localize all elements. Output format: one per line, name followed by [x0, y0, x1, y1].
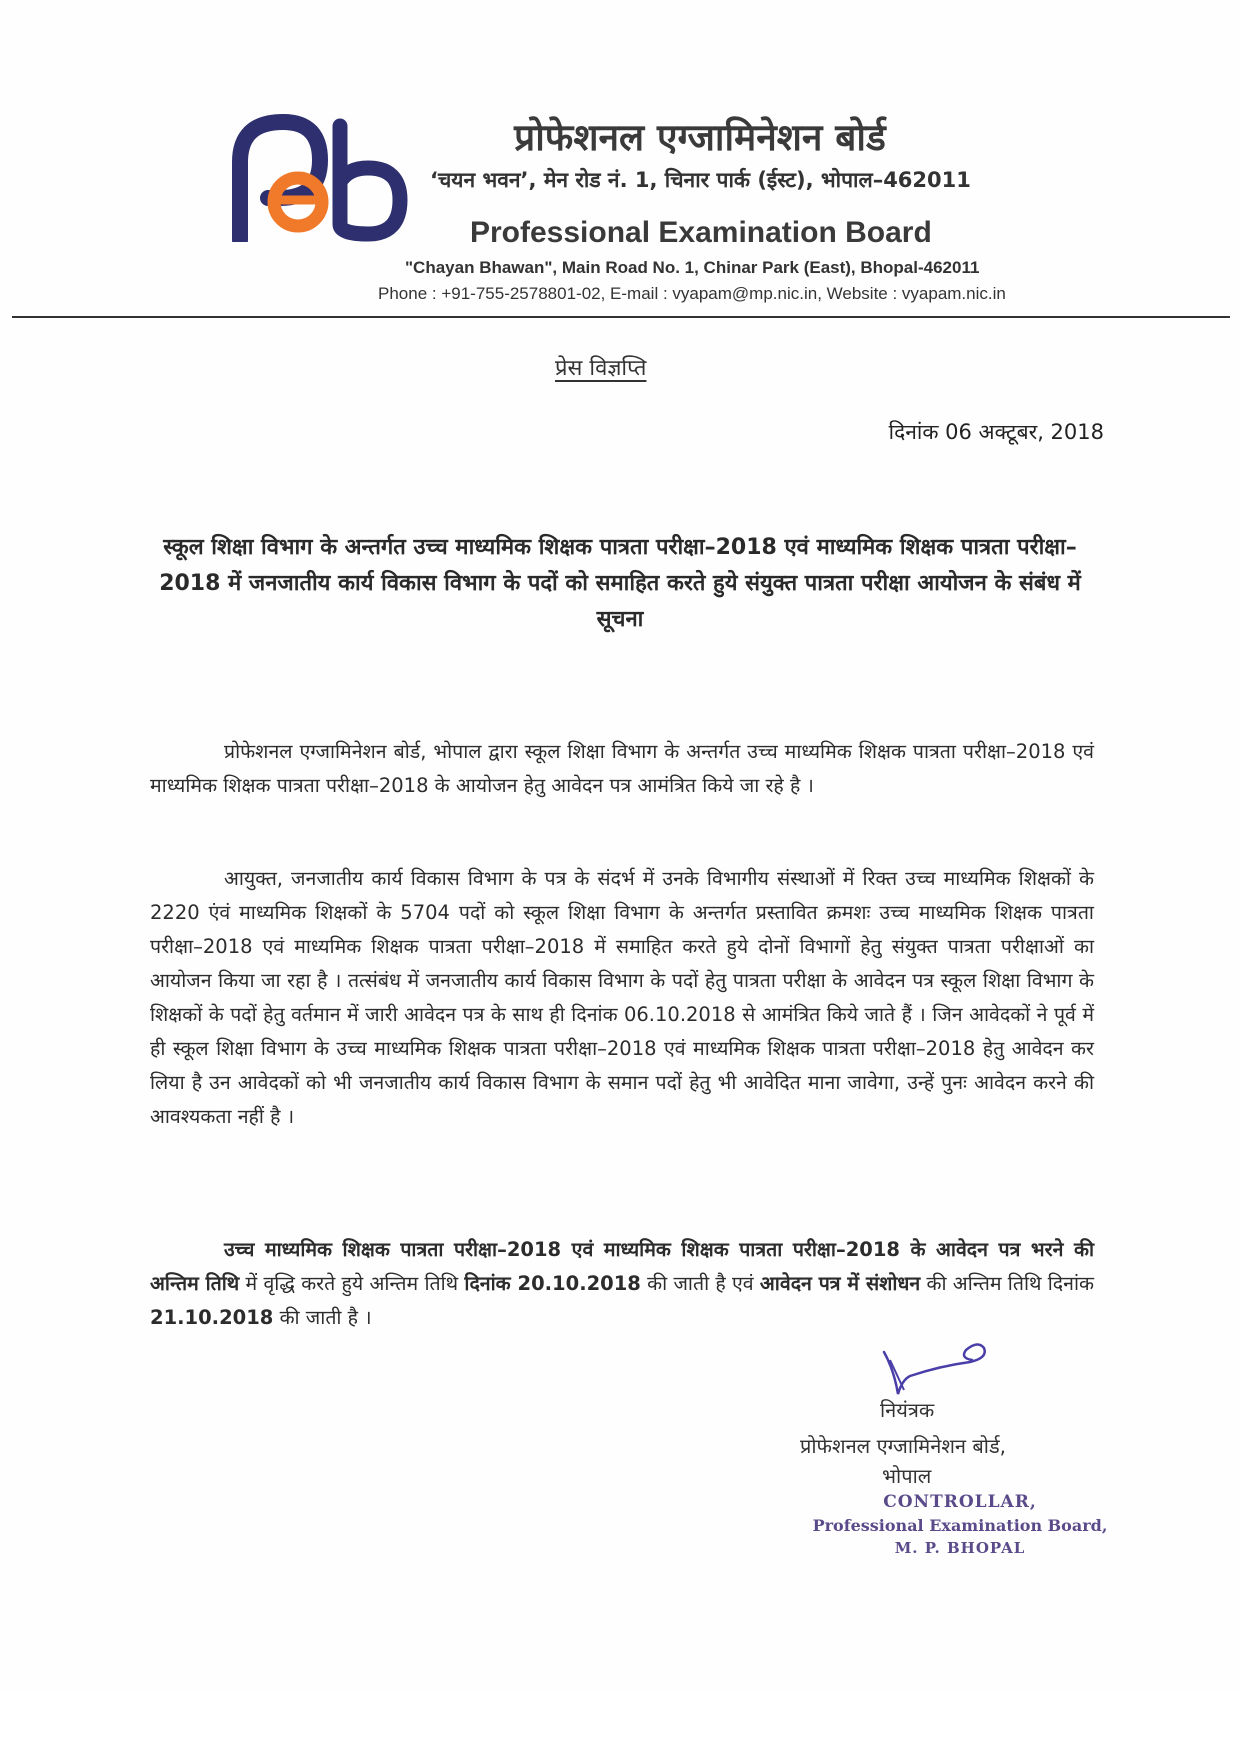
- stamp-line-2: Professional Examination Board,: [812, 1516, 1108, 1535]
- letterhead-divider: [12, 316, 1230, 318]
- body-paragraph-3: [150, 1233, 1094, 1335]
- scan-bottom-margin: [0, 1690, 1241, 1754]
- stamp-line-3: M. P. BHOPAL: [894, 1539, 1026, 1557]
- extended-last-date: दिनांक 20.10.2018: [464, 1271, 641, 1295]
- signatory-title: नियंत्रक: [880, 1398, 935, 1422]
- stamp-line-1: CONTROLLAR,: [883, 1492, 1037, 1512]
- body-paragraph-1: प्रोफेशनल एग्जामिनेशन बोर्ड, भोपाल द्वारा स्कूल शिक्षा विभाग के अन्तर्गत उच्च माध्यमिक शिक्षक पात्रता परीक्षा–2018 एवं माध्यमिक शिक्षक पात्रता परीक्षा–2018 के आयोजन हेतु आवेदन पत्र आमंत्रित किये जा रहे है ।: [150, 739, 1094, 797]
- last-date-phrase: उच्च माध्यमिक शिक्षक पात्रता परीक्षा–2018 एवं माध्यमिक शिक्षक पात्रता परीक्षा–2018 के आवेदन पत्र भरने की अन्तिम तिथि: [150, 1237, 1094, 1295]
- correction-last-date: 21.10.2018: [150, 1305, 274, 1329]
- correction-phrase: आवेदन पत्र में संशोधन: [759, 1271, 921, 1295]
- board-title-hindi: प्रोफेशनल एग्जामिनेशन बोर्ड: [514, 116, 886, 159]
- board-title-english: Professional Examination Board: [470, 216, 932, 249]
- board-address-english: "Chayan Bhawan", Main Road No. 1, Chinar Park (East), Bhopal-462011: [405, 258, 980, 277]
- official-stamp: [800, 1492, 1120, 1557]
- body-paragraph-2: आयुक्त, जनजातीय कार्य विकास विभाग के पत्र के संदर्भ में उनके विभागीय संस्थाओं में रिक्त उच्च माध्यमिक शिक्षकों के 2220 एंवं माध्यमिक शिक्षकों के 5704 पदों को स्कूल शिक्षा विभाग के अन्तर्गत प्रस्तावित क्रमशः उच्च माध्यमिक शिक्षक पात्रता परीक्षा–2018 एवं माध्यमिक शिक्षक पात्रता परीक्षा–2018 में समाहित करते हुये दोनों विभागों हेतु संयुक्त पात्रता परीक्षाओं का आयोजन किया जा रहा है । तत्संबंध में जनजातीय कार्य विकास विभाग के पदों हेतु पात्रता परीक्षा के आवेदन पत्र स्कूल शिक्षा विभाग के शिक्षकों के पदों हेतु वर्तमान में जारी आवेदन पत्र के साथ ही दिनांक 06.10.2018 से आमंत्रित किये जाते हैं । जिन आवेदकों ने पूर्व में ही स्कूल शिक्षा विभाग के उच्च माध्यमिक शिक्षक पात्रता परीक्षा–2018 एवं माध्यमिक शिक्षक पात्रता परीक्षा–2018 हेतु आवेदन कर लिया है उन आवेदकों को भी जनजातीय कार्य विकास विभाग के समान पदों हेतु भी आवेदित माना जावेगा, उन्हें पुनः आवेदन करने की आवश्यकता नहीं है ।: [150, 866, 1094, 1128]
- press-release-heading: प्रेस विज्ञप्ति: [555, 356, 647, 381]
- signatory-organization: प्रोफेशनल एग्जामिनेशन बोर्ड,: [800, 1434, 1007, 1458]
- board-contact-line: Phone : +91-755-2578801-02, E-mail : vyapam@mp.nic.in, Website : vyapam.nic.in: [378, 284, 1006, 303]
- subject-heading: स्कूल शिक्षा विभाग के अन्तर्गत उच्च माध्यमिक शिक्षक पात्रता परीक्षा–2018 एवं माध्यमिक शिक्षक पात्रता परीक्षा–2018 में जनजातीय कार्य विकास विभाग के पदों को समाहित करते हुये संयुक्त पात्रता परीक्षा आयोजन के संबंध में सूचना: [159, 535, 1081, 632]
- para3-text-1: में वृद्धि करते हुये अन्तिम तिथि: [239, 1271, 465, 1295]
- para3-text-4: की जाती है ।: [273, 1305, 372, 1329]
- board-address-hindi: ‘चयन भवन’, मेन रोड नं. 1, चिनार पार्क (ईस्ट), भोपाल–462011: [430, 168, 971, 192]
- document-date: दिनांक 06 अक्टूबर, 2018: [888, 420, 1104, 444]
- handwritten-signature: [880, 1340, 990, 1400]
- para3-text-3: की अन्तिम तिथि दिनांक: [920, 1271, 1095, 1295]
- para3-text-2: की जाती है एवं: [640, 1271, 760, 1295]
- signatory-city: भोपाल: [882, 1464, 932, 1488]
- peb-logo-icon: [228, 112, 408, 242]
